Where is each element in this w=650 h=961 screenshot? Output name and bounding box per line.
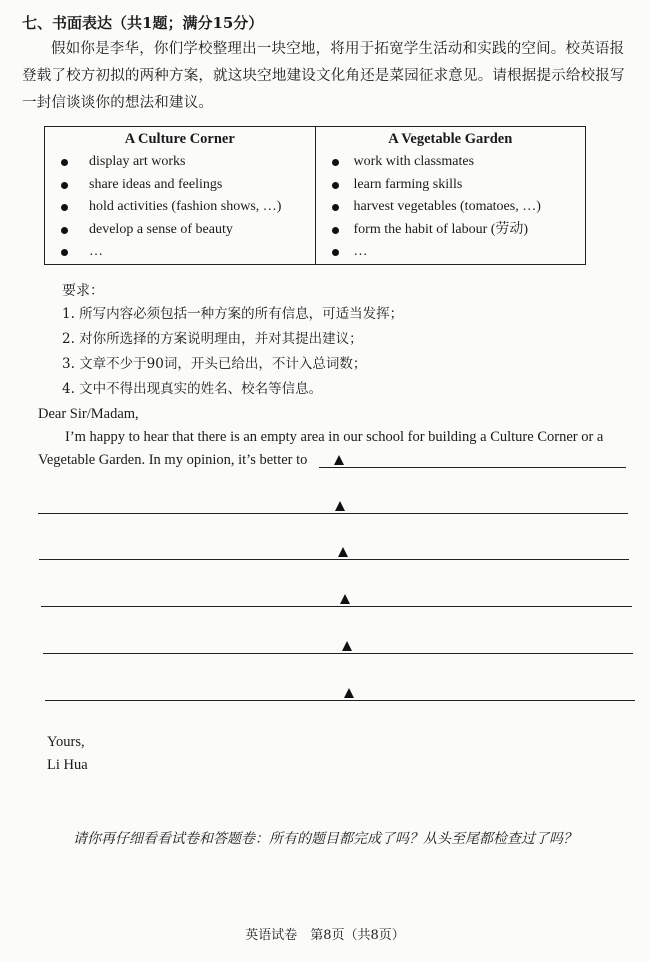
list-item: work with classmates	[316, 151, 586, 174]
page-footer: 英语试卷 第8页（共8页）	[245, 928, 405, 943]
answer-line[interactable]	[39, 559, 629, 560]
letter-closing: Yours,	[47, 734, 85, 750]
bullet-icon	[332, 182, 339, 189]
answer-line[interactable]	[41, 606, 632, 607]
triangle-marker-icon	[335, 501, 345, 511]
bullet-icon	[61, 227, 68, 234]
culture-corner-heading: A Culture Corner	[124, 131, 235, 147]
triangle-marker-icon	[344, 688, 354, 698]
bullet-icon	[61, 159, 68, 166]
list-item: 2. 对你所选择的方案说明理由，并对其提出建议；	[62, 331, 363, 347]
bullet-icon	[61, 249, 68, 256]
check-reminder: 请你再仔细看看试卷和答题卷：所有的题目都完成了吗？从头至尾都检查过了吗？	[73, 831, 577, 847]
bullet-icon	[332, 159, 339, 166]
triangle-marker-icon	[338, 547, 348, 557]
answer-line[interactable]	[319, 467, 626, 468]
letter-opening-line: I’m happy to hear that there is an empty area in our school for building a Culture Corner or a	[65, 429, 604, 445]
requirements-list	[62, 302, 403, 402]
list-item: learn farming skills	[316, 174, 586, 197]
options-table	[44, 126, 586, 265]
bullet-icon	[332, 249, 339, 256]
list-item: hold activities (fashion shows, …)	[45, 196, 315, 219]
list-item: share ideas and feelings	[45, 174, 315, 197]
task-instructions: 假如你是李华，你们学校整理出一块空地，将用于拓宽学生活动和实践的空间。校英语报登载了校方初拟的两种方案，就这块空地建设文化角还是菜园征求意见。请根据提示给校报写一封信谈谈你的想法和建议。	[22, 41, 625, 111]
bullet-icon	[332, 204, 339, 211]
list-item: …	[45, 241, 315, 264]
culture-corner-column	[45, 127, 316, 265]
vegetable-garden-column	[315, 127, 586, 265]
answer-line[interactable]	[45, 700, 635, 701]
letter-greeting: Dear Sir/Madam,	[38, 406, 139, 422]
list-item: 3. 文章不少于90词，开头已给出，不计入总词数；	[62, 356, 367, 372]
triangle-marker-icon	[334, 455, 344, 465]
list-item: …	[316, 241, 586, 264]
vegetable-garden-heading: A Vegetable Garden	[388, 131, 513, 147]
bullet-icon	[332, 227, 339, 234]
answer-line[interactable]	[38, 513, 628, 514]
section-title: 七、书面表达（共1题；满分15分）	[22, 14, 264, 32]
requirements-title: 要求：	[62, 283, 104, 299]
letter-opening-line: Vegetable Garden. In my opinion, it’s better to	[38, 452, 308, 468]
list-item: 4. 文中不得出现真实的姓名、校名等信息。	[62, 381, 323, 397]
list-item: display art works	[45, 151, 315, 174]
triangle-marker-icon	[342, 641, 352, 651]
list-item: harvest vegetables (tomatoes, …)	[316, 196, 586, 219]
list-item: develop a sense of beauty	[45, 219, 315, 242]
bullet-icon	[61, 182, 68, 189]
triangle-marker-icon	[340, 594, 350, 604]
list-item: 1. 所写内容必须包括一种方案的所有信息，可适当发挥；	[62, 306, 404, 322]
list-item: form the habit of labour (劳动)	[316, 219, 586, 242]
answer-line[interactable]	[43, 653, 633, 654]
letter-signature: Li Hua	[47, 757, 88, 773]
bullet-icon	[61, 204, 68, 211]
